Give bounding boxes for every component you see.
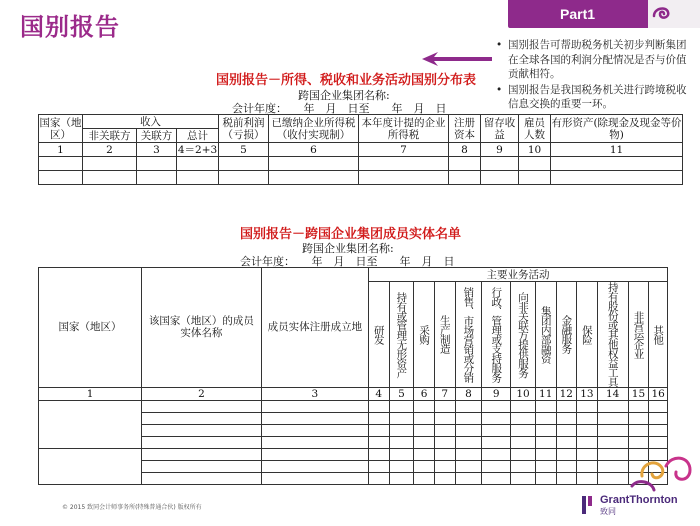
col-assets: 有形资产(除现金及现金等价物) xyxy=(551,116,682,141)
col-tax-accrued: 本年度计提的企业所得税 xyxy=(359,115,449,143)
grant-thornton-logo xyxy=(600,494,678,517)
col-activity-sales: 销售、市场营销或分销 xyxy=(462,286,475,382)
col-activity-rd: 研发 xyxy=(372,324,385,344)
col-income: 收入 xyxy=(83,115,219,129)
col-number: 5 xyxy=(389,387,414,400)
col-activity-other: 其他 xyxy=(652,324,665,344)
col-number: 12 xyxy=(556,387,577,400)
col-activity-dormant: 非营运企业 xyxy=(632,310,645,358)
col-number: 10 xyxy=(519,143,551,157)
swirl-logo-icon xyxy=(650,2,674,26)
col-number: 13 xyxy=(577,387,598,400)
col-number: 8 xyxy=(449,143,481,157)
col-number: 6 xyxy=(414,387,435,400)
col-total: 总计 xyxy=(177,129,219,143)
col-number: 7 xyxy=(434,387,455,400)
brand-name-cn: 致同 xyxy=(600,507,616,516)
col-main-activities: 主要业务活动 xyxy=(368,268,667,282)
note-item: • 国别报告可帮助税务机关初步判断集团在全球各国的利润分配情况是否与价值贡献相符。 xyxy=(496,38,696,82)
entity-list-table xyxy=(38,267,668,485)
table-row xyxy=(39,448,668,460)
decorative-swirl-icon xyxy=(612,446,700,494)
col-country: 国家（地区） xyxy=(39,116,82,141)
table2-caption: 国别报告－跨国企业集团成员实体名单 xyxy=(240,227,462,242)
col-number: 2 xyxy=(83,143,137,157)
table2-year-line: 会计年度： 年 月 日至 年 月 日 xyxy=(240,255,455,268)
col-number: 11 xyxy=(535,387,556,400)
col-number: 8 xyxy=(455,387,482,400)
table-row xyxy=(39,171,683,185)
col-number: 1 xyxy=(39,143,83,157)
col-number: 3 xyxy=(261,387,368,400)
notes-list xyxy=(496,38,696,113)
table1-group-line: 跨国企业集团名称: xyxy=(298,89,390,102)
col-pretax: 税前利润（亏损） xyxy=(219,115,269,143)
col-activity-manufacture: 生产制造 xyxy=(438,315,451,354)
col-number: 4＝2+3 xyxy=(177,143,218,156)
col-number: 9 xyxy=(481,143,519,157)
col-unrelated: 非关联方 xyxy=(83,129,137,143)
table1-caption: 国别报告－所得、税收和业务活动国别分布表 xyxy=(216,73,477,88)
col-number: 15 xyxy=(628,387,649,400)
col-number: 11 xyxy=(551,143,683,157)
table1-year-line: 会计年度： 年 月 日至 年 月 日 xyxy=(232,102,447,115)
col-activity-equity: 持有股份或其他权益工具 xyxy=(606,282,619,387)
note-item: • 国别报告是我国税务机关进行跨境税收信息交换的重要一环。 xyxy=(496,83,696,112)
col-activity-insurance: 保险 xyxy=(580,324,593,344)
col-activity-financial: 金融服务 xyxy=(560,315,573,354)
col-number: 1 xyxy=(39,387,142,400)
col-number: 10 xyxy=(511,387,536,400)
col-retained: 留存收益 xyxy=(481,115,519,143)
part-tab: Part1 xyxy=(508,0,648,28)
col-employees: 雇员人数 xyxy=(519,115,551,143)
col-tax-paid: 已缴纳企业所得税（收付实现制） xyxy=(269,115,359,143)
table2-group-line: 跨国企业集团名称: xyxy=(302,242,394,255)
col-number: 14 xyxy=(597,387,628,400)
col-activity-purchase: 采购 xyxy=(418,324,431,344)
col-number: 5 xyxy=(219,143,269,157)
col-activity-finance-internal: 集团内部融资 xyxy=(539,305,552,363)
col-activity-admin: 行政、管理或支持服务 xyxy=(490,286,503,382)
col-number: 3 xyxy=(137,143,177,157)
brand-name: GrantThornton xyxy=(600,494,678,506)
col-number: 16 xyxy=(649,387,668,400)
col-entity-name: 该国家（地区）的成员实体名称 xyxy=(142,268,262,388)
col-activity-services: 向非关联方提供服务 xyxy=(517,291,530,377)
col-activity-ip: 持有或管理无形资产 xyxy=(395,291,408,377)
col-number: 4 xyxy=(368,387,389,400)
pointer-arrow-icon xyxy=(422,51,492,67)
col-number: 6 xyxy=(269,143,359,157)
grant-thornton-mark-icon xyxy=(582,494,596,516)
country-distribution-table xyxy=(38,114,683,185)
col-number: 9 xyxy=(482,387,511,400)
table-row xyxy=(39,157,683,171)
col-registration-place: 成员实体注册成立地 xyxy=(261,268,368,388)
col-capital: 注册资本 xyxy=(449,115,481,143)
table-row xyxy=(39,400,668,412)
col-number: 7 xyxy=(359,143,449,157)
col-number: 2 xyxy=(142,387,262,400)
copyright-footer: © 2015 致同会计师事务所(特殊普通合伙) 版权所有 xyxy=(62,504,202,511)
page-title: 国别报告 xyxy=(20,13,120,41)
col-country: 国家（地区） xyxy=(39,268,142,388)
col-related: 关联方 xyxy=(137,129,177,143)
